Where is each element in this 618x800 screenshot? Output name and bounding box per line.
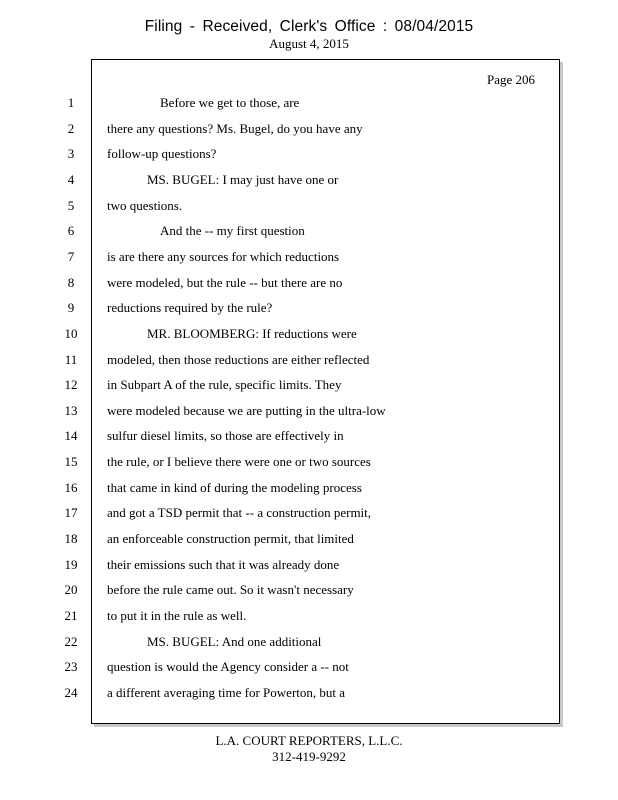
filing-stamp: Filing - Received, Clerk's Office : 08/04/2015 [144, 18, 474, 35]
transcript-line-text: reductions required by the rule? [107, 300, 273, 316]
line-number: 7 [67, 248, 75, 264]
line-number: 18 [64, 531, 78, 547]
transcript-line-text: MR. BLOOMBERG: If reductions were [147, 325, 357, 341]
line-number: 1 [67, 95, 75, 110]
transcript-line-text: modeled, then those reductions are either reflected [107, 351, 370, 367]
transcript-line-text: were modeled, but the rule -- but there are no [107, 274, 343, 290]
transcript-line-text: sulfur diesel limits, so those are effectively in [107, 428, 344, 444]
transcript-line-text: MS. BUGEL: And one additional [147, 633, 322, 649]
line-number: 4 [67, 171, 75, 187]
transcript-line-text: in Subpart A of the rule, specific limits. They [107, 377, 342, 393]
transcript-line-text: And the -- my first question [160, 223, 305, 239]
transcript-line-text: their emissions such that it was already done [107, 556, 340, 572]
line-number: 23 [64, 659, 78, 675]
transcript-line-text: the rule, or I believe there were one or two sources [107, 454, 371, 470]
line-number: 22 [64, 633, 78, 649]
line-number: 20 [64, 582, 78, 598]
court-reporter-phone: 312-419-9292 [272, 749, 346, 764]
line-number: 2 [67, 120, 75, 136]
line-number: 19 [64, 556, 78, 572]
line-number: 24 [64, 684, 78, 700]
line-number: 11 [64, 351, 78, 367]
transcript-line-text: MS. BUGEL: I may just have one or [147, 171, 339, 187]
transcript-line-text: were modeled because we are putting in the ultra-low [107, 402, 386, 418]
line-number: 6 [67, 223, 75, 239]
line-number: 8 [67, 274, 75, 290]
line-number: 14 [64, 428, 78, 444]
transcript-line-text: there any questions? Ms. Bugel, do you have any [107, 120, 363, 136]
line-number: 9 [67, 300, 75, 316]
transcript-line-text: that came in kind of during the modeling process [107, 479, 362, 495]
transcript-line-text: an enforceable construction permit, that limited [107, 531, 354, 547]
line-number: 17 [64, 505, 78, 521]
transcript-line-text: is are there any sources for which reductions [107, 248, 340, 264]
line-number: 10 [64, 325, 78, 341]
line-number: 16 [64, 479, 78, 495]
transcript-line-text: Before we get to those, are [160, 95, 300, 110]
transcript-line-text: question is would the Agency consider a -- not [107, 659, 349, 675]
transcript-line-text: to put it in the rule as well. [107, 608, 247, 623]
line-number: 13 [64, 402, 78, 418]
filing-date: August 4, 2015 [269, 36, 349, 51]
page-number: Page 206 [487, 72, 536, 87]
transcript-line-text: two questions. [107, 197, 183, 213]
transcript-line-text: before the rule came out. So it wasn't necessary [107, 582, 354, 598]
line-number: 21 [64, 608, 78, 623]
line-number: 5 [67, 197, 75, 213]
line-number: 12 [64, 377, 78, 393]
line-number: 3 [67, 146, 75, 162]
line-number: 15 [64, 454, 78, 470]
transcript-line-text: a different averaging time for Powerton, but a [107, 684, 346, 700]
transcript-line-text: follow-up questions? [107, 146, 217, 162]
transcript-line-text: and got a TSD permit that -- a construction permit, [107, 505, 372, 521]
court-reporter-name: L.A. COURT REPORTERS, L.L.C. [215, 733, 403, 748]
